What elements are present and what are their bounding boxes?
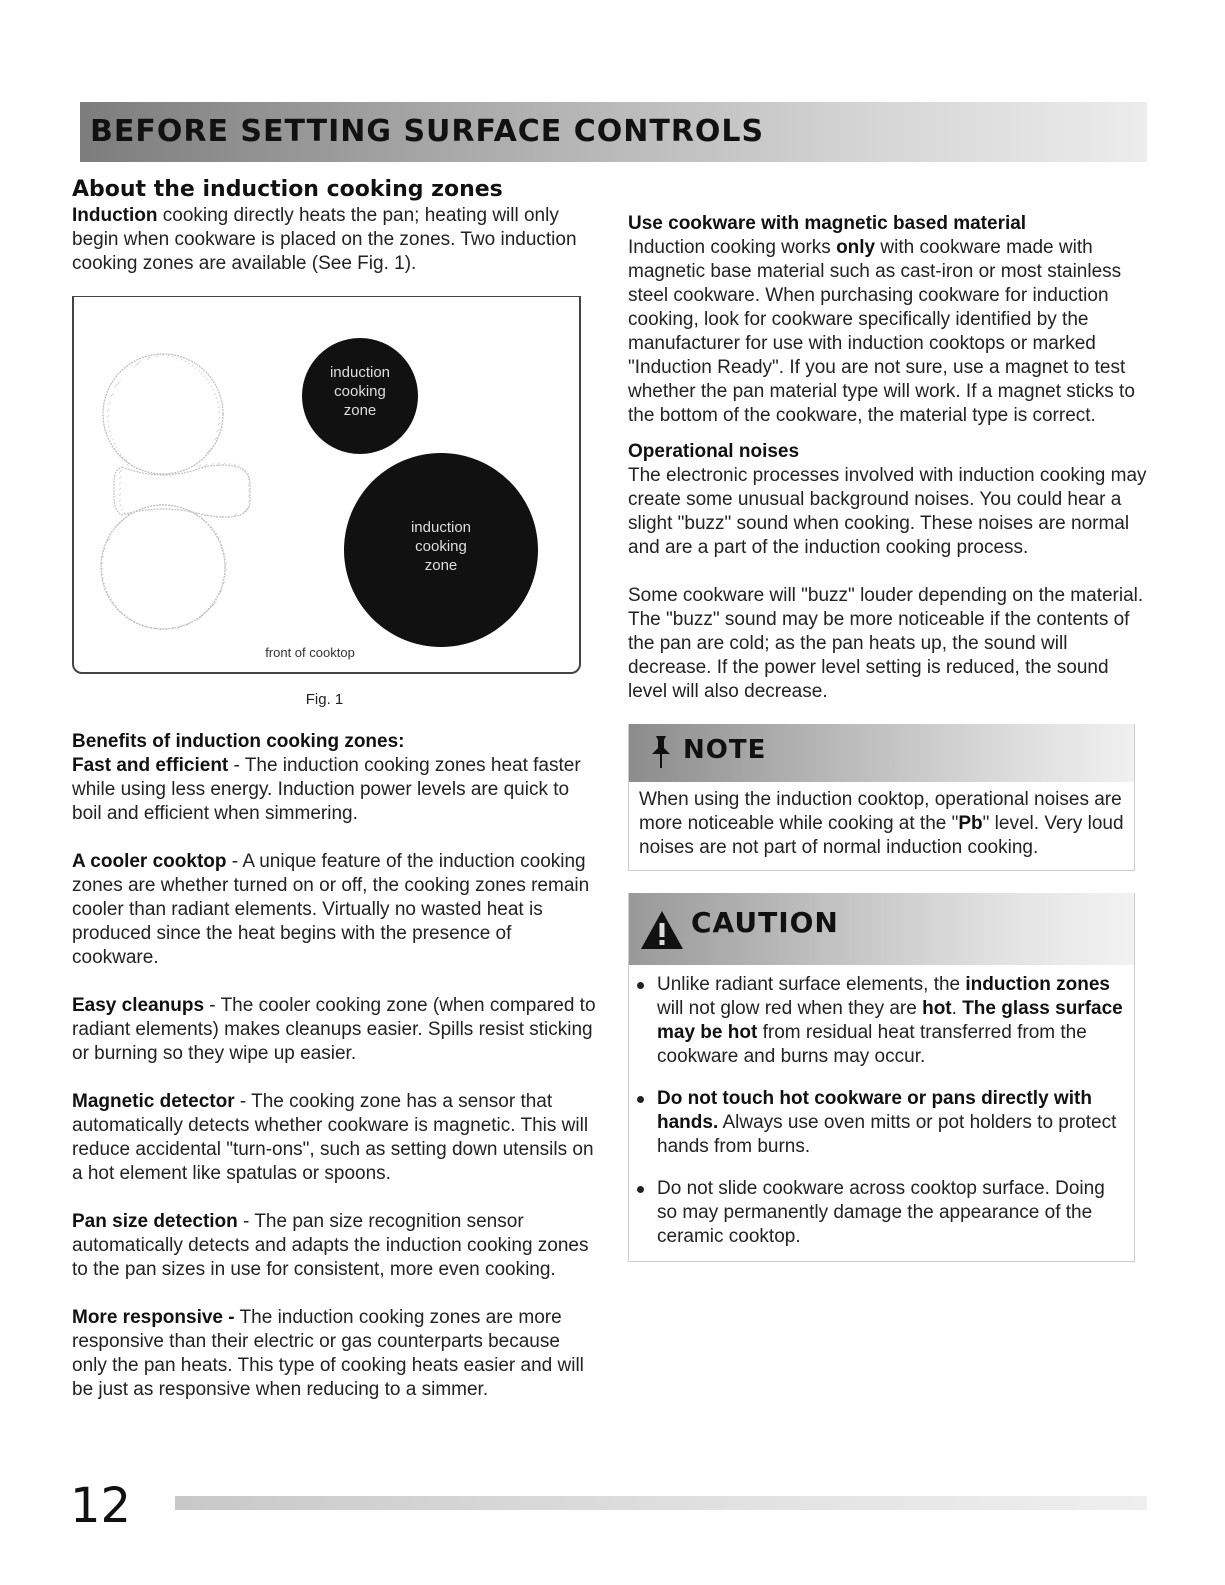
- caution-header: [629, 893, 1134, 965]
- note-text: When using the induction cooktop, operational noises are more noticeable while cooking at the "Pb" level. Very loud noises are not part of normal induction cooking.: [639, 789, 1124, 858]
- intro-text: cooking directly heats the pan; heating will only begin when cookware is placed on the zones. Two induction cooking zones are available (See Fig. 1).: [72, 205, 577, 274]
- caution-item-glow: Unlike radiant surface elements, the induction zones will not glow red when they are hot. The glass surface may be hot from residual heat transferred from the cookware and burns may occur.: [629, 973, 1124, 1069]
- note-box: [628, 724, 1135, 871]
- page-number: 12: [70, 1478, 132, 1534]
- zone-large-label-2: cooking: [415, 538, 467, 555]
- zone-small-label-3: zone: [343, 402, 377, 419]
- about-heading: About the induction cooking zones: [72, 177, 503, 202]
- intro-bold: Induction: [72, 205, 158, 226]
- section-title: BEFORE SETTING SURFACE CONTROLS: [90, 114, 765, 149]
- pushpin-icon: [647, 734, 675, 770]
- caution-item-touch: Do not touch hot cookware or pans directly with hands. Always use oven mitts or pot holders to protect hands from burns.: [629, 1087, 1124, 1159]
- buzz-paragraph: Some cookware will "buzz" louder depending on the material. The "buzz" sound may be more noticeable if the contents of the pan are cold; as the pan heats up, the sound will decrease. If the power level setting is reduced, the sound level will also decrease.: [628, 585, 1144, 702]
- benefit-cleanups: Easy cleanups - The cooler cooking zone (when compared to radiant elements) makes cleanups easier. Spills resist sticking or burning so they wipe up easier.: [72, 995, 596, 1064]
- front-of-cooktop-label: front of cooktop: [265, 645, 355, 660]
- noise-heading: Operational noises: [628, 441, 800, 462]
- intro-paragraph: [72, 204, 597, 276]
- benefit-magnetic: Magnetic detector - The cooking zone has a sensor that automatically detects whether cookware is magnetic. This will reduce accidental "turn-ons", such as setting down utensils on a hot element like spatulas or spoons.: [72, 1091, 594, 1184]
- caution-box: [628, 893, 1135, 1262]
- radiant-element-outline: [102, 355, 249, 629]
- note-header: [629, 724, 1134, 782]
- zone-large-label-3: zone: [424, 557, 458, 574]
- warning-triangle-icon: [639, 909, 685, 951]
- benefit-responsive: More responsive - The induction cooking zones are more responsive than their electric or gas counterparts because only the pan heats. This type of cooking heats easier and will be just as responsive when reducing to a simmer.: [72, 1307, 584, 1400]
- zone-large-label-1: induction: [410, 519, 472, 536]
- magnetic-paragraph: Induction cooking works only with cookware made with magnetic base material such as cast-iron or most stainless steel cookware. When purchasing cookware for induction cooking, look for cookware specifically identified by the manufacturer for use with induction cooktops or marked "Induction Ready". If you are not sure, use a magnet to test whether the pan material type will work. If a magnet sticks to the bottom of the cookware, the material type is correct.: [628, 237, 1135, 426]
- benefit-pan-size: Pan size detection - The pan size recognition sensor automatically detects and adapts the induction cooking zones to the pan sizes in use for consistent, more even cooking.: [72, 1211, 589, 1280]
- cooktop-diagram: [74, 297, 579, 672]
- bridge-element: [114, 465, 250, 517]
- benefit-cooler: A cooler cooktop - A unique feature of the induction cooking zones are whether turned on or off, the cooking zones remain cooler than radiant elements. Virtually no wasted heat is produced since the heat begins with the presence of cookware.: [72, 851, 590, 968]
- caution-title: CAUTION: [691, 906, 839, 939]
- magnetic-heading: Use cookware with magnetic based material: [628, 213, 1027, 234]
- note-title: NOTE: [683, 735, 767, 765]
- zone-small-label-2: cooking: [334, 383, 386, 400]
- left-column: [72, 176, 597, 1426]
- figure-caption: Fig. 1: [305, 691, 344, 708]
- benefits-heading: Benefits of induction cooking zones:: [72, 731, 405, 752]
- caution-item-slide: Do not slide cookware across cooktop surface. Doing so may permanently damage the appearance of the ceramic cooktop.: [629, 1177, 1124, 1249]
- zone-small-label-1: induction: [329, 364, 391, 381]
- section-banner: [80, 102, 1147, 162]
- right-column: [628, 212, 1148, 1262]
- cooktop-figure: [72, 296, 581, 674]
- benefit-fast: Fast and efficient - The induction cooking zones heat faster while using less energy. Induction power levels are quick to boil and efficient when simmering.: [72, 755, 581, 824]
- footer-bar: [175, 1496, 1147, 1510]
- caution-list: [629, 965, 1134, 1261]
- noise-paragraph: The electronic processes involved with induction cooking may create some unusual background noises. You could hear a slight "buzz" sound when cooking. These noises are normal and are a part of the induction cooking process.: [628, 465, 1147, 558]
